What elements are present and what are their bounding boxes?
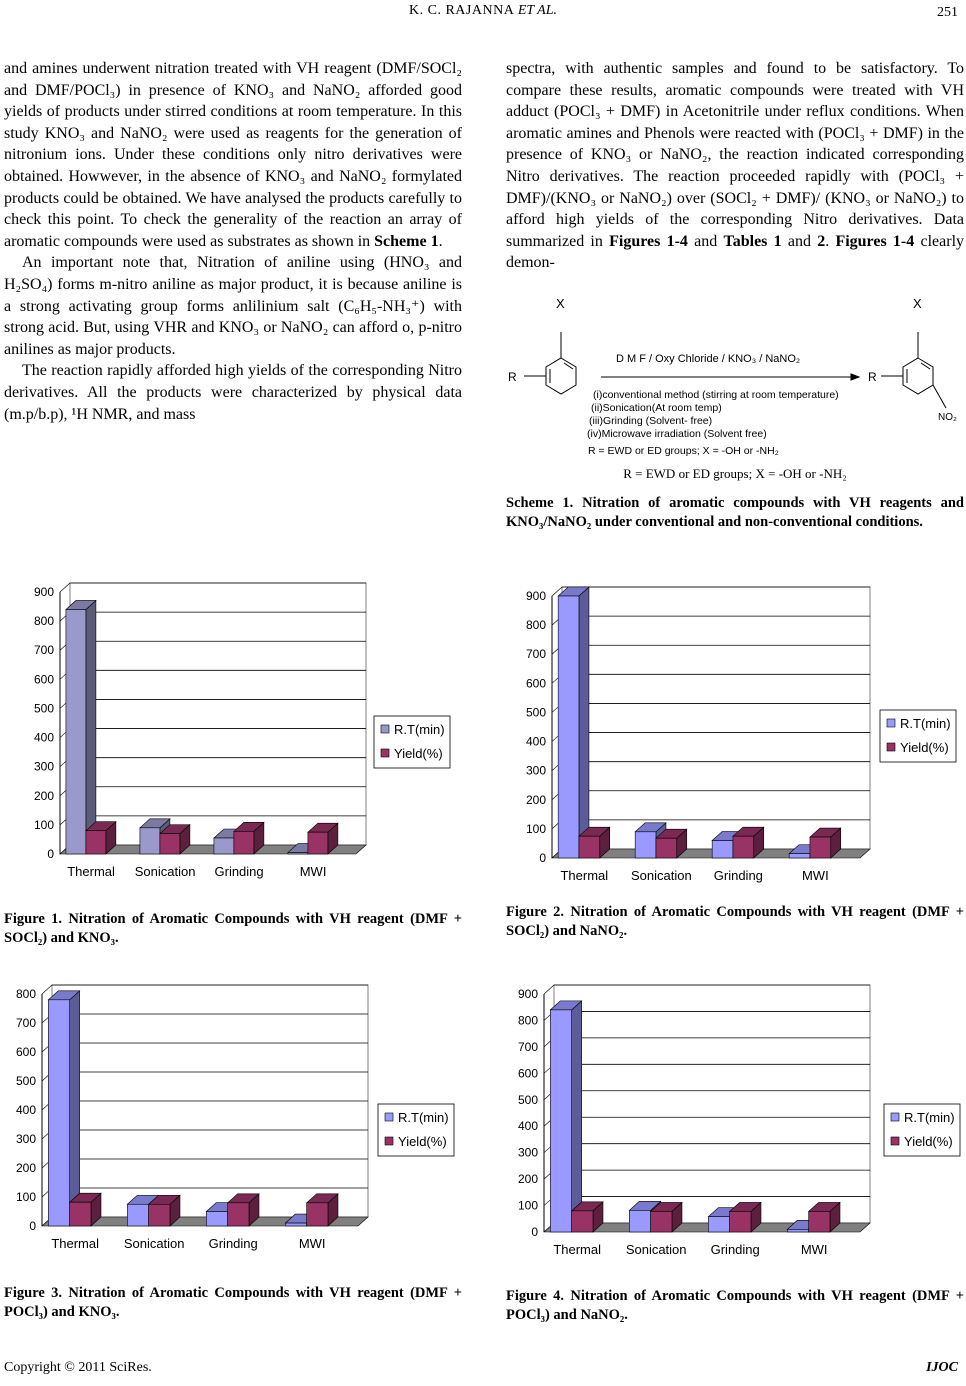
page-number: 251 [937,5,958,20]
right-paragraph-1: spectra, with authentic samples and found to be satisfactory. To compare these results, aromatic compounds were treated with VH adduct (POCl₃ + DMF) in Acetonitrile under reflux conditions. When aromatic amines and Phenols were reacted with (POCl₃ + DMF) in the presence of KNO₃ or NaNO₂, the reaction indicated corresponding Nitro derivatives. The reaction proceeded rapidly with (POCl₃ + DMF)/(KNO₃ or NaNO₂) over (SOCl₂ + DMF)/ (KNO₃ or NaNO₂) to afford high yields of the corresponding Nitro derivatives. Data summarized in Figures 1-4 and Tables 1 and 2. Figures 1-4 clearly demon- [506,60,965,272]
x-tick-label: Thermal [51,1236,100,1251]
x-tick-label: Grinding [214,864,264,879]
x-tick-label: Sonication [630,868,692,883]
scheme-x-right: X [913,296,922,311]
x-tick-label: Thermal [67,864,115,879]
y-tick-label: 800 [517,1013,538,1028]
figure-3-chart [4,978,462,1278]
scheme-condition-3: (iii)Grinding (Solvent- free) [589,415,713,427]
y-tick-label: 0 [531,1225,538,1239]
x-tick-label: Sonication [625,1242,687,1257]
x-tick-label: MWI [801,868,829,883]
y-tick-label: 500 [517,1092,538,1107]
y-tick-label: 700 [15,1016,36,1030]
y-tick-label: 700 [525,647,546,662]
y-tick-label: 0 [47,847,54,861]
y-tick-label: 900 [33,585,54,599]
plot-back-wall [554,985,870,1223]
y-tick-label: 800 [525,618,546,633]
bar-yield-grinding [733,827,764,858]
scheme-condition-2: (ii)Sonication(At room temp) [591,402,722,414]
y-tick-label: 900 [517,987,538,1001]
bar-yield-mwi [810,828,841,858]
header-authors: K. C. RAJANNA [409,3,515,18]
scheme-1-caption: Scheme 1. Nitration of aromatic compounds with VH reagents and KNO₃/NaNO₂ under conventional and non-conventional conditions. [506,495,964,530]
x-tick-label: Grinding [713,868,763,883]
grid-side-line [42,985,52,994]
bar-yield-grinding [228,1194,259,1226]
y-tick-label: 100 [525,821,546,836]
bar-yield-sonication [149,1195,180,1226]
figure-2-caption: Figure 2. Nitration of Aromatic Compounds with VH reagent (DMF + SOCl₂) and NaNO₂. [506,904,964,939]
bar-yield-thermal [70,1193,101,1226]
y-tick-label: 100 [33,817,54,832]
bar-yield-grinding [234,822,264,854]
scheme-ref: Scheme 1 [374,232,439,250]
legend-label: R.T(min) [394,722,445,737]
scheme-r-right: R [868,370,877,384]
y-tick-label: 500 [15,1074,36,1088]
bar-yield-sonication [651,1202,682,1232]
x-tick-label: MWI [298,1236,326,1251]
x-tick-label: Sonication [134,864,196,879]
scheme-no2: NO₂ [938,412,957,423]
chart-legend [378,1104,454,1156]
x-tick-label: Thermal [553,1242,602,1257]
y-tick-label: 200 [15,1161,36,1175]
y-tick-label: 0 [539,851,546,865]
legend-swatch [891,1137,899,1145]
y-tick-label: 600 [15,1045,36,1059]
y-tick-label: 900 [525,589,546,603]
y-tick-label: 800 [15,987,36,1001]
legend-label: Yield(%) [904,1134,953,1149]
grid-side-line [60,583,70,592]
chart-legend [880,710,956,762]
y-tick-label: 0 [29,1219,36,1233]
x-tick-label: Sonication [123,1236,185,1251]
bar-rt-thermal [558,587,589,858]
scheme-1-drawing [506,290,964,465]
y-tick-label: 300 [33,759,54,774]
y-tick-label: 200 [525,792,546,807]
y-tick-label: 300 [525,763,546,778]
scheme-groups-caption: R = EWD or ED groups; X = -OH or -NH₂ [623,466,847,481]
legend-swatch [887,743,895,751]
figure-1-chart [4,578,462,900]
legend-label: R.T(min) [900,716,951,731]
scheme-groups-inner: R = EWD or ED groups; X = -OH or -NH₂ [588,445,779,457]
figure-4-chart [506,978,964,1280]
y-tick-label: 400 [33,730,54,745]
bar-yield-mwi [809,1202,840,1232]
legend-swatch [887,719,895,727]
chart-legend [884,1104,960,1156]
y-tick-label: 700 [33,643,54,658]
figure-1-caption: Figure 1. Nitration of Aromatic Compounds with VH reagent (DMF + SOCl₂) and KNO₃. [4,911,462,946]
x-tick-label: MWI [299,864,327,879]
y-tick-label: 400 [525,734,546,749]
running-header [0,3,966,19]
plot-back-wall [70,583,366,845]
anilinium-formula: C₆H₅-NH₃⁺ [343,297,420,315]
y-tick-label: 100 [15,1190,36,1204]
scheme-1 [506,290,964,490]
figure-2-chart [506,578,964,900]
legend-swatch [385,1137,393,1145]
figure-4-caption: Figure 4. Nitration of Aromatic Compounds with VH reagent (DMF + POCl₃) and NaNO₂. [506,1288,964,1323]
y-tick-label: 500 [525,705,546,720]
y-tick-label: 800 [33,614,54,629]
page-footer [4,1360,962,1376]
bar-yield-mwi [307,1194,338,1226]
y-tick-label: 600 [33,672,54,687]
x-tick-label: MWI [800,1242,828,1257]
scheme-x-left: X [556,296,565,311]
bar-rt-thermal [48,991,79,1226]
scheme-r-left: R [508,370,517,384]
y-tick-label: 600 [517,1066,538,1081]
legend-label: Yield(%) [394,746,443,761]
y-tick-label: 700 [517,1039,538,1054]
legend-swatch [385,1113,393,1121]
bar-yield-grinding [730,1202,761,1232]
bar-yield-thermal [579,827,610,858]
y-tick-label: 200 [517,1172,538,1187]
legend-label: R.T(min) [904,1110,955,1125]
y-tick-label: 600 [525,676,546,691]
y-tick-label: 100 [517,1198,538,1213]
y-tick-label: 500 [33,701,54,716]
scheme-condition-1: (i)conventional method (stirring at room temperature) [593,389,839,401]
bar-yield-mwi [308,823,338,854]
grid-side-line [544,985,554,994]
x-tick-label: Grinding [710,1242,760,1257]
footer-journal: IJOC [926,1360,958,1375]
figure-3-caption: Figure 3. Nitration of Aromatic Compounds with VH reagent (DMF + POCl₃) and KNO₃. [4,1285,462,1320]
scheme-reagents: D M F / Oxy Chloride / KNO₃ / NaNO₂ [616,353,801,365]
y-tick-label: 300 [517,1145,538,1160]
left-paragraph-3: The reaction rapidly afforded high yields of the corresponding Nitro derivatives. All the products were characterized by physical data (m.p/b.p), ¹H NMR, and mass [4,362,462,423]
bar-yield-thermal [572,1202,603,1232]
right-column-text [506,58,964,274]
legend-swatch [891,1113,899,1121]
left-column-text [4,58,462,425]
x-tick-label: Grinding [208,1236,258,1251]
plot-back-wall [562,587,870,849]
footer-copyright: Copyright © 2011 SciRes. [4,1360,152,1375]
bar-yield-thermal [86,822,116,854]
legend-label: Yield(%) [398,1134,447,1149]
left-paragraph-1: and amines underwent nitration treated with VH reagent (DMF/SOCl₂ and DMF/POCl₃) in presence of KNO₃ and NaNO₂ afforded good yields of products under stirred conditions at room temperature. In this study KNO₃ and NaNO₂ were used as reagents for the generation of nitronium ions. Under these conditions only nitro derivatives were obtained. Howwever, in the absence of KNO₃ and NaNO₂ formylated products could be obtained. We have analysed the products carefully to check this point. To check the generality of the reaction an array of aromatic compounds were used as substrates as shown in Scheme 1. [4,60,462,250]
legend-swatch [381,749,389,757]
y-tick-label: 200 [33,788,54,803]
header-et-al: ET AL. [517,3,557,18]
y-tick-label: 400 [517,1119,538,1134]
x-tick-label: Thermal [560,868,609,883]
bar-rt-thermal [550,1001,581,1232]
y-tick-label: 300 [15,1132,36,1146]
left-paragraph-2: An important note that, Nitration of aniline using (HNO₃ and H₂SO₄) forms m-nitro aniline as major product, it is because aniline is a strong activating group forms anlilinium salt (C₆H₅-NH₃⁺) with strong acid. But, using VHR and KNO₃ or NaNO₂ can afford o, p-nitro anilines as major products. [4,254,462,358]
legend-swatch [381,725,389,733]
legend-label: Yield(%) [900,740,949,755]
chart-legend [374,716,450,768]
scheme-condition-4: (iv)Microwave irradiation (Solvent free) [587,428,767,440]
bar-rt-thermal [66,600,96,854]
legend-label: R.T(min) [398,1110,449,1125]
y-tick-label: 400 [15,1103,36,1117]
